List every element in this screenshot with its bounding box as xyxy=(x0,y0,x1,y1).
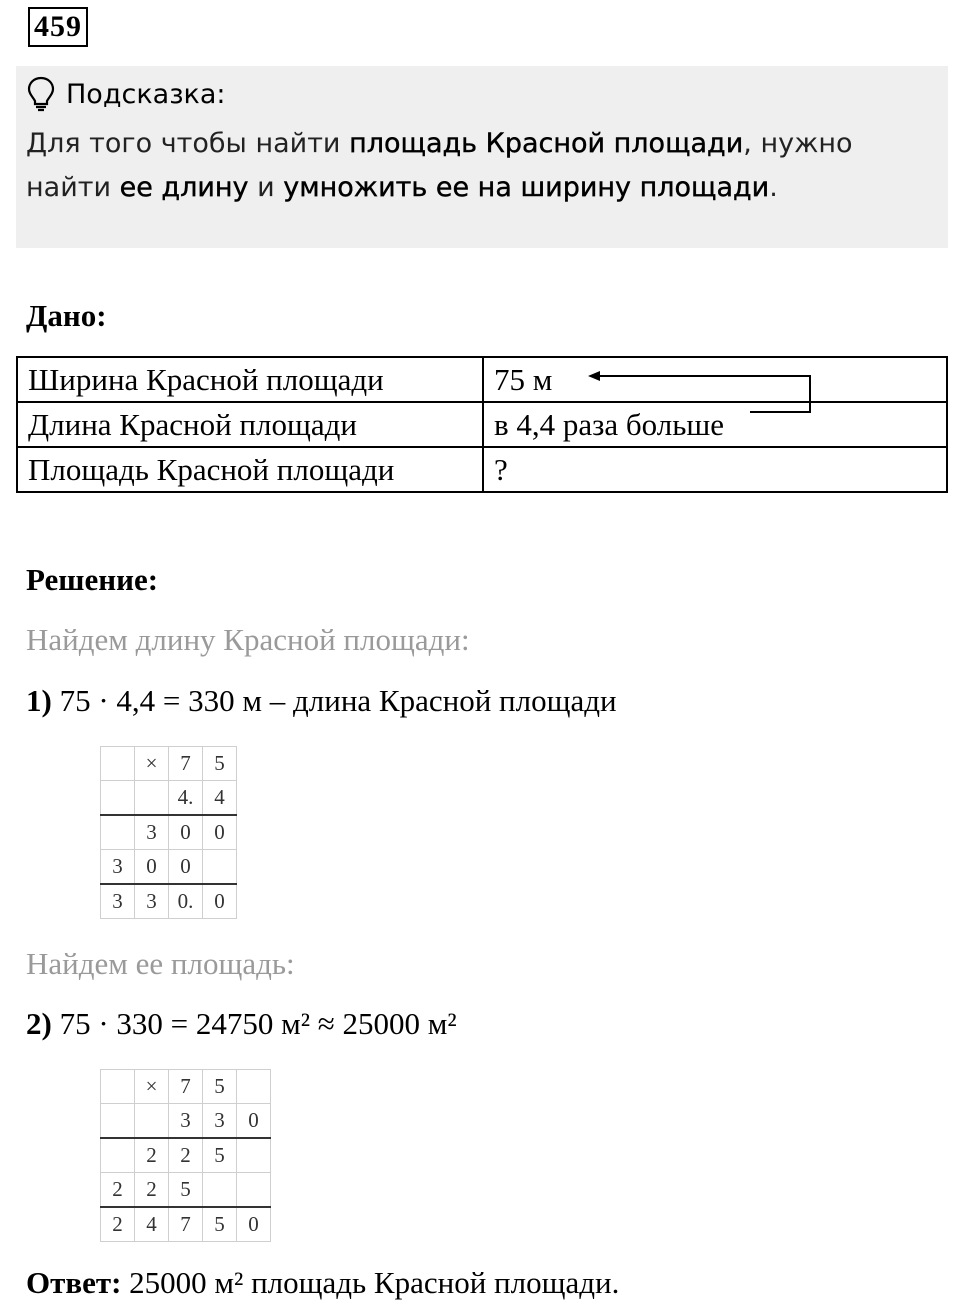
table-row xyxy=(17,402,947,447)
calc-cell: 2 xyxy=(135,1173,169,1208)
calc-cell: 0. xyxy=(169,884,203,919)
hint-box xyxy=(16,66,948,248)
calc-cell xyxy=(101,1138,135,1173)
calc-cell: 0 xyxy=(237,1104,271,1139)
calc-cell: 2 xyxy=(101,1173,135,1208)
hint-text: Для того чтобы найти площадь Красной площади, нужно найти ее длину и умножить ее на ширину площади. xyxy=(26,128,853,203)
calc-cell: 2 xyxy=(135,1138,169,1173)
calc-cell: 0 xyxy=(203,884,237,919)
given-label: Дано: xyxy=(26,298,107,333)
calc-cell: 0 xyxy=(237,1207,271,1242)
calc-cell: 7 xyxy=(169,1207,203,1242)
calc-cell: 4 xyxy=(203,781,237,816)
hint-title xyxy=(26,76,226,112)
calc-cell: 5 xyxy=(203,747,237,781)
calc-cell: 5 xyxy=(203,1207,237,1242)
given-row-value: ? xyxy=(483,447,947,492)
calc-cell xyxy=(237,1070,271,1104)
calc-cell: 4. xyxy=(169,781,203,816)
table-row xyxy=(101,1173,271,1208)
calc-cell xyxy=(237,1173,271,1208)
calc-cell: 0 xyxy=(169,850,203,885)
calc-cell: 3 xyxy=(203,1104,237,1139)
hint-title-text: Подсказка: xyxy=(66,78,226,110)
calc-cell: 5 xyxy=(203,1138,237,1173)
table-row xyxy=(101,1138,271,1173)
calc-cell: 0 xyxy=(203,815,237,850)
table-row xyxy=(101,850,237,885)
calc-cell: 0 xyxy=(169,815,203,850)
table-row xyxy=(101,747,237,781)
calc-cell xyxy=(101,781,135,816)
table-row xyxy=(101,884,237,919)
calc-table-1 xyxy=(100,746,237,919)
calc-cell xyxy=(101,1070,135,1104)
given-row-value: в 4,4 раза больше xyxy=(483,402,947,447)
lightbulb-icon xyxy=(26,76,56,112)
calc-cell xyxy=(101,1104,135,1139)
task-number: 459 xyxy=(28,7,88,47)
table-row xyxy=(101,781,237,816)
given-row-value: 75 м xyxy=(483,357,947,402)
step2-expression: 2) 75 · 330 = 24750 м² ≈ 25000 м² xyxy=(26,1006,457,1041)
calc-cell: 3 xyxy=(135,815,169,850)
given-row-name: Ширина Красной площади xyxy=(17,357,483,402)
calc-cell: 3 xyxy=(169,1104,203,1139)
table-row xyxy=(17,447,947,492)
calc-cell: 7 xyxy=(169,747,203,781)
table-row xyxy=(101,1104,271,1139)
calc-cell: 3 xyxy=(101,850,135,885)
calc-cell xyxy=(101,815,135,850)
given-table xyxy=(16,356,948,493)
calc-cell: 0 xyxy=(135,850,169,885)
table-row xyxy=(101,815,237,850)
calc-table-2 xyxy=(100,1069,271,1242)
calc-cell xyxy=(135,1104,169,1139)
calc-cell: × xyxy=(135,747,169,781)
calc-cell: × xyxy=(135,1070,169,1104)
table-row xyxy=(101,1070,271,1104)
calc-cell xyxy=(203,850,237,885)
answer: Ответ: 25000 м² площадь Красной площади. xyxy=(26,1265,620,1300)
calc-cell: 2 xyxy=(169,1138,203,1173)
calc-cell xyxy=(101,747,135,781)
calc-cell: 7 xyxy=(169,1070,203,1104)
solution-label: Решение: xyxy=(26,562,159,597)
calc-cell: 5 xyxy=(169,1173,203,1208)
calc-cell: 5 xyxy=(203,1070,237,1104)
calc-cell xyxy=(135,781,169,816)
calc-cell: 3 xyxy=(135,884,169,919)
table-row xyxy=(17,357,947,402)
calc-cell xyxy=(237,1138,271,1173)
given-row-name: Площадь Красной площади xyxy=(17,447,483,492)
step1-intro: Найдем длину Красной площади: xyxy=(26,622,470,657)
calc-cell: 2 xyxy=(101,1207,135,1242)
step1-expression: 1) 75 · 4,4 = 330 м – длина Красной площади xyxy=(26,683,617,718)
calc-cell: 4 xyxy=(135,1207,169,1242)
step2-intro: Найдем ее площадь: xyxy=(26,946,295,981)
calc-cell xyxy=(203,1173,237,1208)
calc-cell: 3 xyxy=(101,884,135,919)
given-row-name: Длина Красной площади xyxy=(17,402,483,447)
table-row xyxy=(101,1207,271,1242)
